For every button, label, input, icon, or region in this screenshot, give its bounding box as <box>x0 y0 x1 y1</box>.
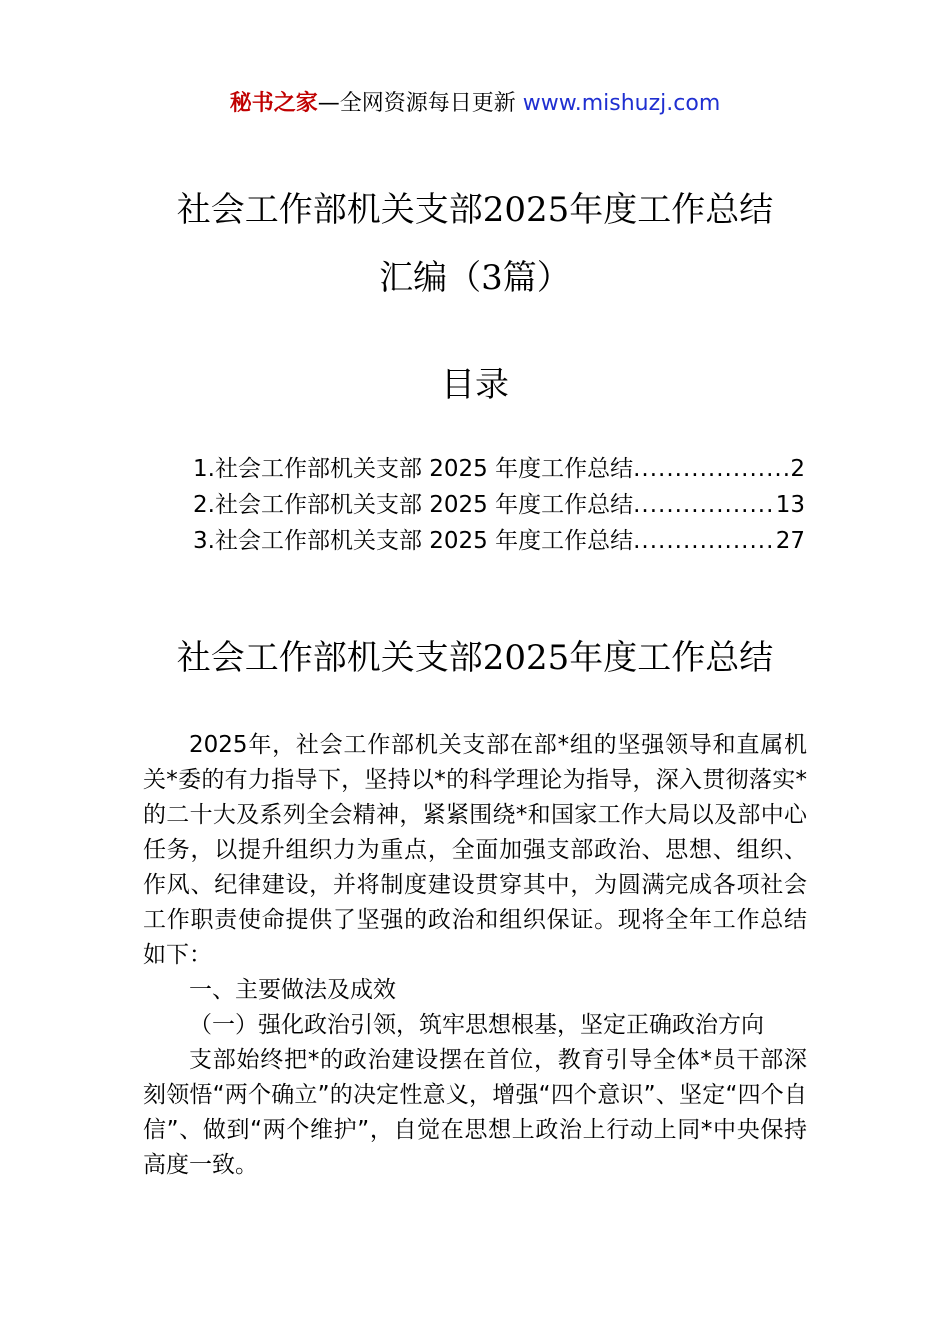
section-title: 社会工作部机关支部2025年度工作总结 <box>176 638 774 678</box>
table-of-contents <box>193 451 805 559</box>
heading-level-2: （一）强化政治引领，筑牢思想根基，坚定正确政治方向 <box>189 1012 764 1038</box>
toc-entry[interactable] <box>193 451 805 487</box>
body-text <box>143 728 807 1183</box>
toc-dot-leader <box>633 487 776 523</box>
toc-entry[interactable] <box>193 487 805 523</box>
site-header <box>0 86 950 122</box>
document-title-line-2: 汇编（3篇） <box>379 258 571 298</box>
intro-paragraph: 2025年，社会工作部机关支部在部*组的坚强领导和直属机关*委的有力指导下，坚持以*的科学理论为指导，深入贯彻落实*的二十大及系列全会精神，紧紧围绕*和国家工作大局以及部中心任务，以提升组织力为重点，全面加强支部政治、思想、组织、作风、纪律建设，并将制度建设贯穿其中，为圆满完成各项社会工作职责使命提供了坚强的政治和组织保证。现将全年工作总结如下： <box>143 732 807 968</box>
toc-dot-leader <box>633 523 776 559</box>
toc-entry-title: 2.社会工作部机关支部 2025 年度工作总结 <box>193 492 634 518</box>
site-url[interactable]: www.mishuzj.com <box>522 91 721 116</box>
toc-entry-title: 1.社会工作部机关支部 2025 年度工作总结 <box>193 456 634 482</box>
toc-page-number: 27 <box>775 528 805 554</box>
brand-name: 秘书之家 <box>229 91 318 116</box>
body-paragraph: 支部始终把*的政治建设摆在首位，教育引导全体*员干部深刻领悟“两个确立”的决定性意义，增强“四个意识”、坚定“四个自信”、做到“两个维护”，自觉在思想上政治上行动上同*中央保持高度一致。 <box>143 1047 807 1178</box>
toc-page-number: 2 <box>790 456 805 482</box>
toc-dot-leader <box>633 451 790 487</box>
toc-entry-title: 3.社会工作部机关支部 2025 年度工作总结 <box>193 528 634 554</box>
toc-entry[interactable] <box>193 523 805 559</box>
heading-level-1: 一、主要做法及成效 <box>189 977 396 1003</box>
toc-heading: 目录 <box>441 365 509 405</box>
document-title-line-1: 社会工作部机关支部2025年度工作总结 <box>176 190 774 230</box>
toc-page-number: 13 <box>775 492 805 518</box>
header-slogan: —全网资源每日更新 <box>317 91 523 116</box>
